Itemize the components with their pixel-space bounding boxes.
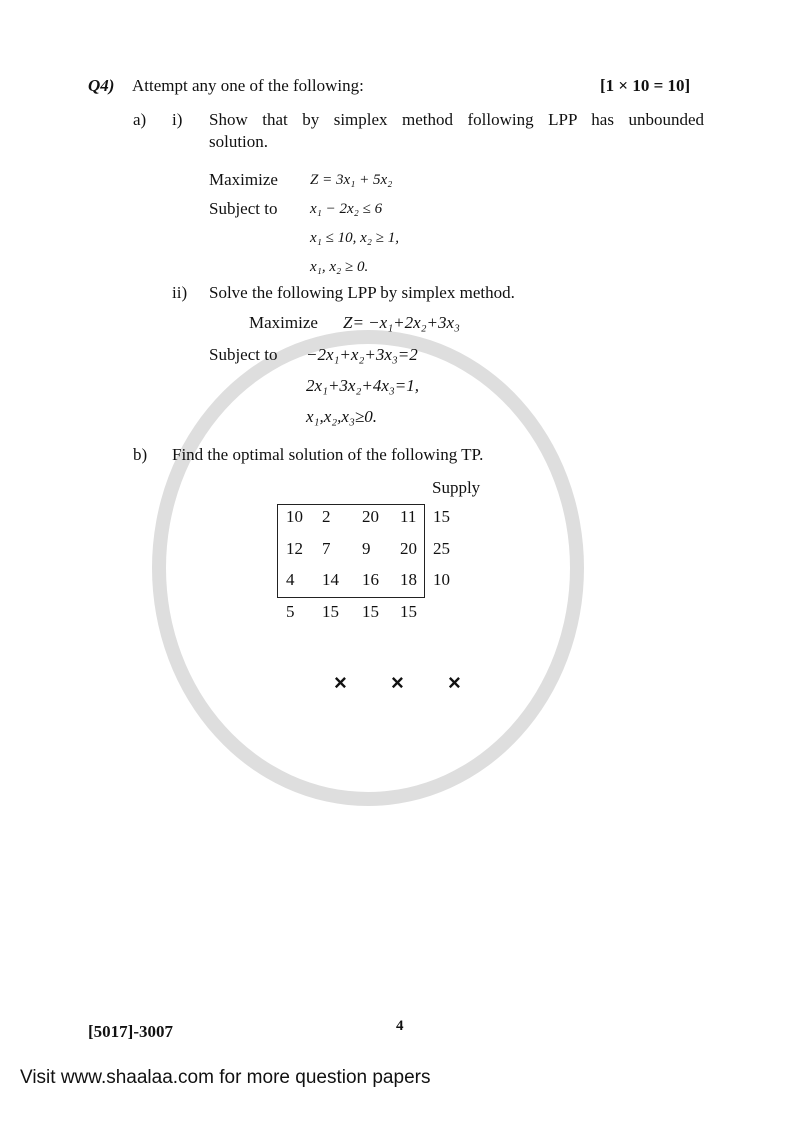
supply-label: Supply bbox=[432, 478, 481, 497]
demand-cell: 5 bbox=[286, 602, 295, 621]
cross-mark: × bbox=[391, 670, 404, 695]
constraint-2: x₁ ≤ 10, x₂ ≥ 1, bbox=[310, 230, 399, 246]
constraint-3: x₁,x₂,x₃≥0. bbox=[306, 407, 377, 426]
subject-to-label: Subject to bbox=[209, 345, 278, 364]
demand-cell: 15 bbox=[362, 602, 379, 621]
constraint-1: x₁ − 2x₂ ≤ 6 bbox=[310, 201, 383, 217]
part-a-i-line1: Show that by simplex method following LPP has unbounded bbox=[209, 110, 704, 129]
question-number: Q4) bbox=[88, 76, 115, 95]
maximize-label: Maximize bbox=[249, 313, 318, 332]
constraint-2: 2x₁+3x₂+4x₃=1, bbox=[306, 376, 420, 395]
cost-cell: 14 bbox=[322, 570, 339, 589]
question-instruction: Attempt any one of the following: bbox=[132, 76, 364, 95]
constraint-3: x₁, x₂ ≥ 0. bbox=[310, 259, 369, 275]
supply-cell: 25 bbox=[433, 539, 450, 558]
part-a-i-line2: solution. bbox=[209, 132, 269, 151]
part-a-label: a) bbox=[133, 110, 147, 129]
cross-mark: × bbox=[334, 670, 347, 695]
supply-cell: 15 bbox=[433, 507, 450, 526]
cost-cell: 11 bbox=[400, 507, 417, 526]
cost-cell: 18 bbox=[400, 570, 417, 589]
shaalaa-banner[interactable]: Visit www.shaalaa.com for more question papers bbox=[20, 1067, 431, 1088]
cost-cell: 2 bbox=[322, 507, 331, 526]
cost-cell: 20 bbox=[400, 539, 417, 558]
cost-cell: 9 bbox=[362, 539, 371, 558]
demand-cell: 15 bbox=[322, 602, 339, 621]
objective-function: Z= −x₁+2x₂+3x₃ bbox=[343, 313, 460, 332]
supply-cell: 10 bbox=[433, 570, 450, 589]
objective-function: Z = 3x₁ + 5x₂ bbox=[310, 172, 393, 188]
cost-cell: 12 bbox=[286, 539, 303, 558]
part-a-i-label: i) bbox=[172, 110, 183, 129]
cost-cell: 20 bbox=[362, 507, 379, 526]
subject-to-label: Subject to bbox=[209, 199, 278, 218]
demand-cell: 15 bbox=[400, 602, 417, 621]
cross-mark: × bbox=[448, 670, 461, 695]
cost-cell: 7 bbox=[322, 539, 331, 558]
maximize-label: Maximize bbox=[209, 170, 278, 189]
cost-cell: 10 bbox=[286, 507, 303, 526]
part-a-ii-text: Solve the following LPP by simplex method. bbox=[209, 283, 515, 302]
paper-code: [5017]-3007 bbox=[88, 1022, 173, 1041]
question-marks: [1 × 10 = 10] bbox=[600, 76, 691, 95]
part-b-label: b) bbox=[133, 445, 148, 464]
page-number: 4 bbox=[396, 1018, 404, 1034]
part-a-ii-label: ii) bbox=[172, 283, 188, 302]
cost-cell: 16 bbox=[362, 570, 379, 589]
cost-cell: 4 bbox=[286, 570, 295, 589]
part-b-text: Find the optimal solution of the following TP. bbox=[172, 445, 484, 464]
constraint-1: −2x₁+x₂+3x₃=2 bbox=[306, 345, 418, 364]
